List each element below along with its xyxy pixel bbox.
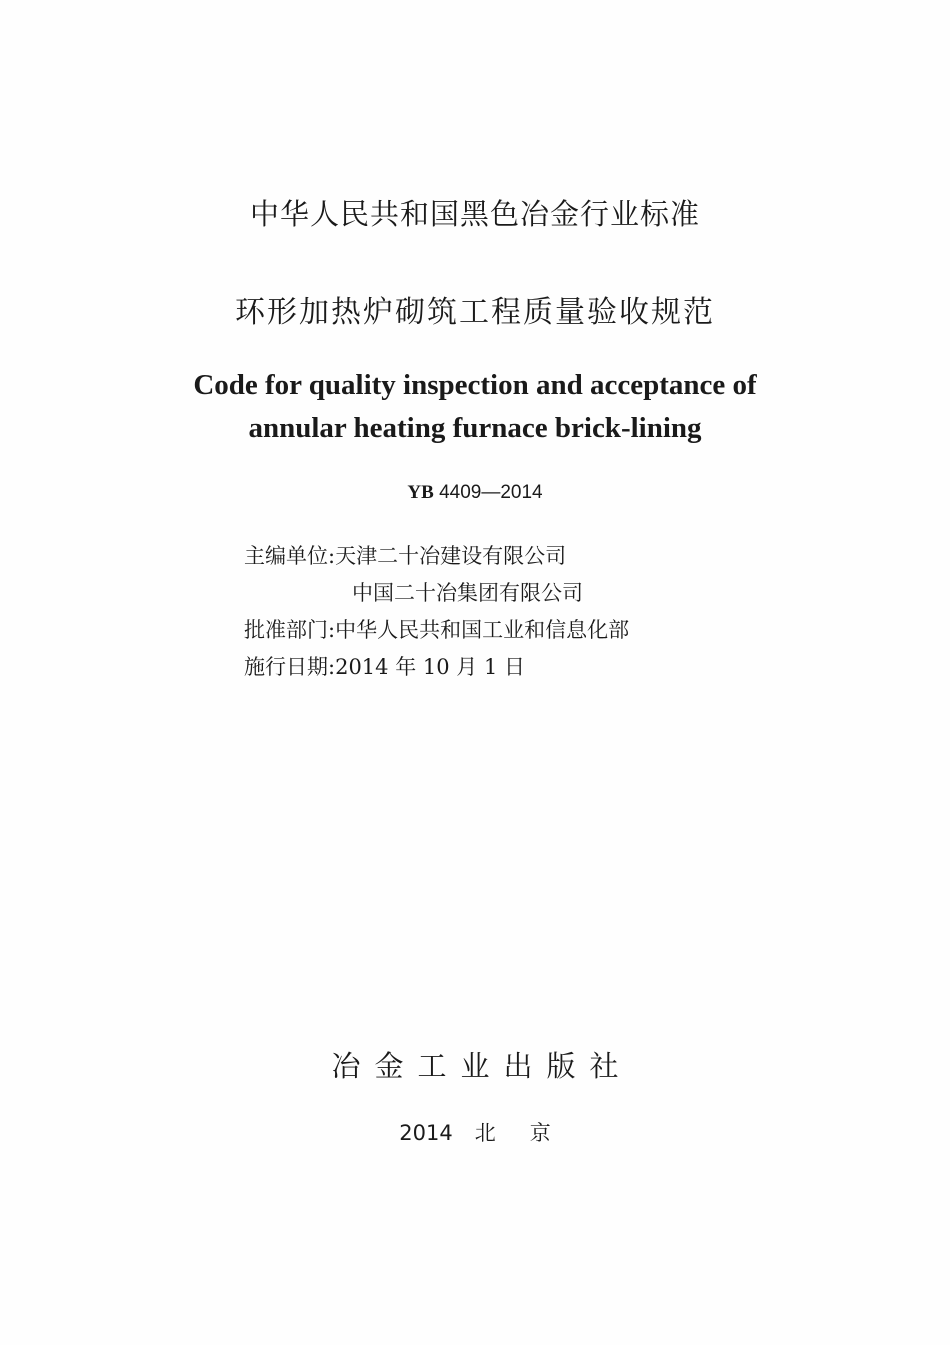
editor-label: 主编单位: (244, 544, 336, 568)
editor-row (244, 538, 629, 575)
publication-city-char-2: 京 (529, 1121, 551, 1145)
effective-date-label: 施行日期: (244, 655, 336, 679)
standard-number (0, 478, 950, 508)
publisher-name: 冶金工业出版社 (331, 1049, 633, 1083)
standard-code: 4409—2014 (439, 482, 543, 503)
approver-department: 中华人民共和国工业和信息化部 (335, 618, 630, 642)
standard-prefix: YB (407, 482, 434, 503)
approver-label: 批准部门: (244, 618, 336, 642)
editor-unit-2: 中国二十冶集团有限公司 (352, 581, 583, 605)
industry-standard-heading: 中华人民共和国黑色冶金行业标准 (249, 197, 700, 231)
publication-city-char-1: 北 (474, 1121, 496, 1145)
publication-place (0, 1117, 950, 1149)
english-title-line-2: annular heating furnace brick-lining (248, 412, 702, 444)
chinese-title: 环形加热炉砌筑工程质量验收规范 (235, 295, 715, 330)
document-info (244, 538, 629, 686)
effective-date: 2014 年 10 月 1 日 (335, 655, 525, 679)
publication-year: 2014 (399, 1121, 453, 1145)
effective-date-row (244, 649, 629, 686)
editor-unit-1: 天津二十冶建设有限公司 (335, 544, 567, 568)
approver-row (244, 612, 629, 649)
english-title-line-1: Code for quality inspection and acceptance of (193, 369, 757, 401)
editor-row-2 (244, 575, 629, 612)
